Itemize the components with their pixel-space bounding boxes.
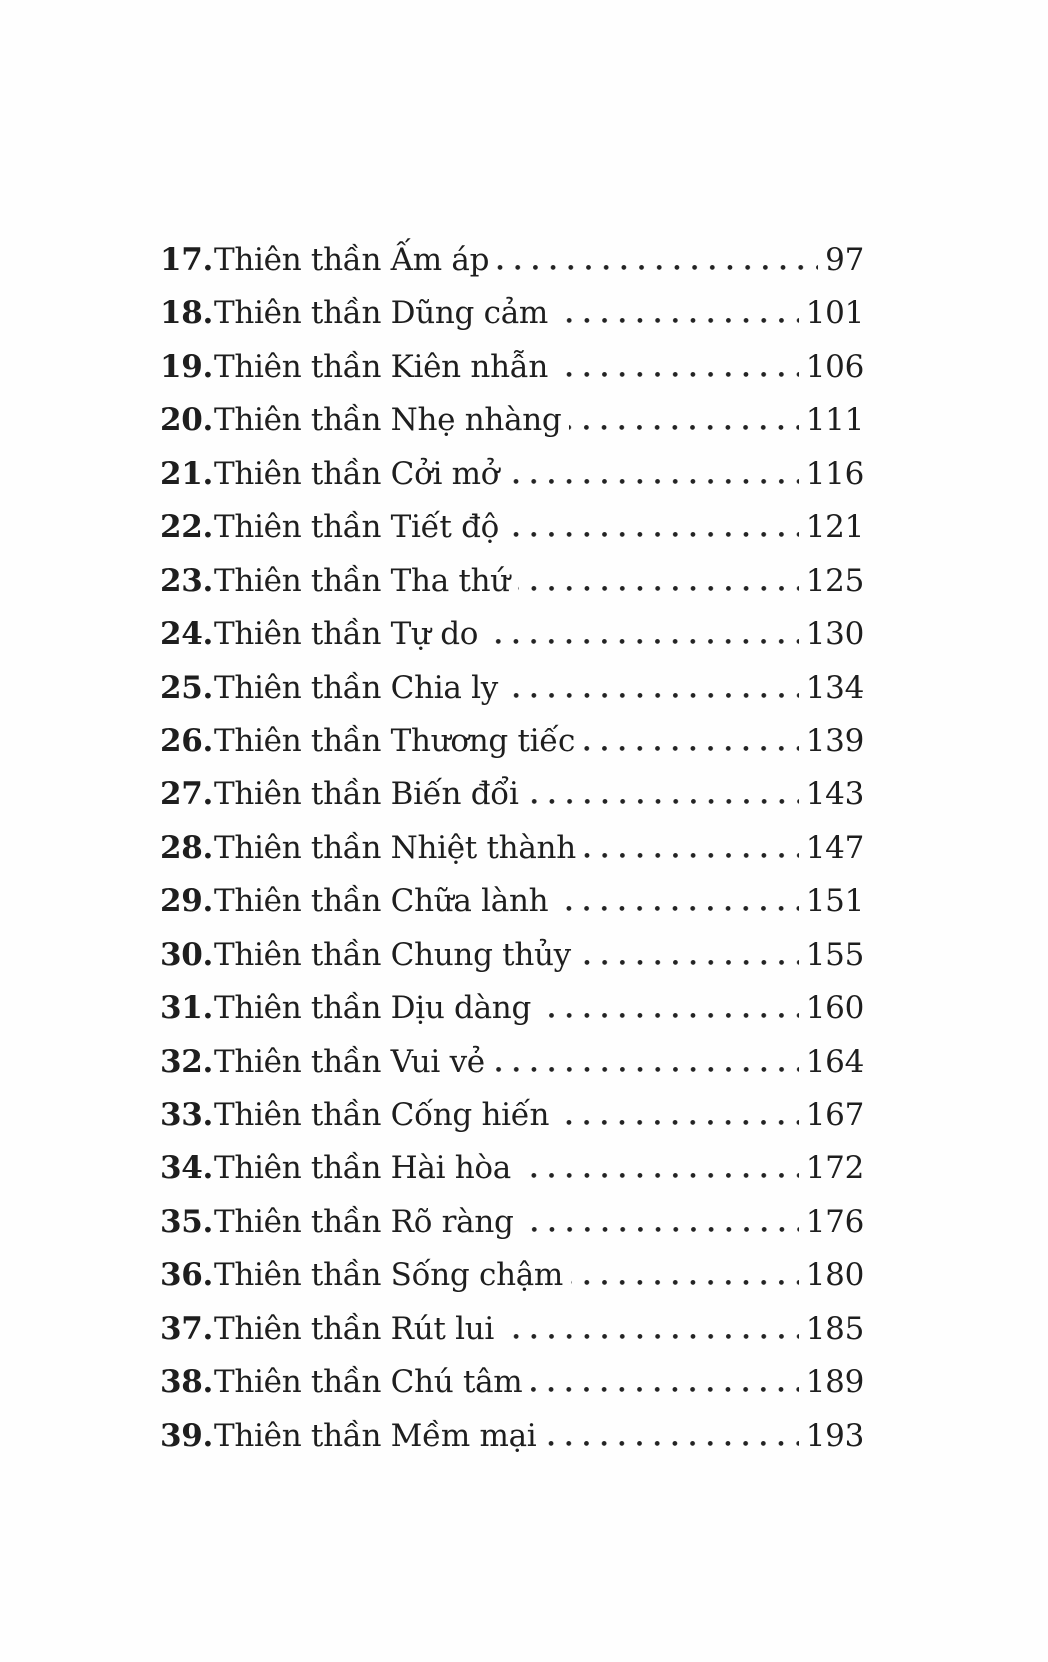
toc-entry-number: 30. — [160, 936, 214, 973]
toc-entry — [160, 349, 864, 402]
dot-leader — [507, 531, 799, 537]
toc-entry-page: 134 — [805, 669, 864, 706]
toc-entry-page: 121 — [805, 509, 864, 546]
toc-entry-title: Thiên thần Rõ ràng — [214, 1203, 514, 1240]
dot-leader — [556, 317, 799, 323]
toc-entry — [160, 776, 864, 829]
toc-entry — [160, 616, 864, 669]
toc-entry-title: Thiên thần Kiên nhẫn — [214, 348, 549, 385]
dot-leader — [557, 1119, 798, 1125]
toc-entry — [160, 1311, 864, 1364]
toc-entry-page: 193 — [805, 1417, 864, 1454]
toc-entry-title: Thiên thần Biến đổi — [214, 776, 519, 813]
dot-leader — [584, 852, 799, 858]
toc-entry-page: 151 — [805, 883, 864, 920]
toc-entry — [160, 509, 864, 562]
toc-entry — [160, 723, 864, 776]
toc-entry-number: 38. — [160, 1364, 214, 1401]
toc-entry-title: Thiên thần Ấm áp — [214, 242, 490, 278]
dot-leader — [486, 638, 799, 644]
toc-entry-page: 147 — [805, 829, 864, 866]
toc-entry — [160, 937, 864, 990]
toc-entry-title: Thiên thần Sống chậm — [214, 1257, 564, 1294]
toc-entry-page: 139 — [805, 722, 864, 759]
dot-leader — [519, 1172, 799, 1178]
toc-entry — [160, 883, 864, 936]
toc-entry-title: Thiên thần Cởi mở — [214, 455, 500, 492]
toc-entry-page: 189 — [805, 1364, 864, 1401]
toc-entry-page: 116 — [805, 455, 864, 492]
toc-entry-page: 97 — [825, 242, 864, 278]
toc-entry-number: 17. — [160, 242, 214, 278]
dot-leader — [579, 959, 799, 965]
toc-entry-number: 21. — [160, 455, 214, 492]
toc-entry — [160, 1257, 864, 1310]
toc-entry-title: Thiên thần Cống hiến — [214, 1097, 550, 1133]
toc-entry — [160, 1204, 864, 1257]
dot-leader — [507, 478, 799, 484]
dot-leader — [527, 798, 799, 804]
toc-entry — [160, 1150, 864, 1203]
dot-leader — [539, 1012, 799, 1018]
dot-leader — [544, 1440, 798, 1446]
toc-entry-page: 101 — [805, 295, 864, 332]
toc-entry-number: 23. — [160, 562, 214, 599]
toc-entry-number: 36. — [160, 1257, 214, 1294]
toc-entry-number: 34. — [160, 1150, 214, 1187]
dot-leader — [556, 371, 799, 377]
toc-entry-number: 28. — [160, 829, 214, 866]
toc-entry-number: 39. — [160, 1417, 214, 1454]
toc-entry-title: Thiên thần Dịu dàng — [214, 990, 531, 1027]
toc-entry-title: Thiên thần Tiết độ — [214, 509, 500, 546]
toc-entry-number: 24. — [160, 616, 214, 653]
toc-entry-number: 35. — [160, 1203, 214, 1240]
toc-entry-title: Thiên thần Chung thủy — [214, 936, 571, 973]
toc-entry-number: 31. — [160, 990, 214, 1027]
toc-entry-number: 27. — [160, 776, 214, 813]
dot-leader — [518, 585, 799, 591]
toc-entry-page: 160 — [805, 990, 864, 1027]
dot-leader — [571, 1279, 799, 1285]
toc-entry-page: 164 — [805, 1043, 864, 1080]
toc-entry — [160, 402, 864, 455]
toc-entry-title: Thiên thần Tự do — [214, 616, 479, 653]
toc-entry-title: Thiên thần Chú tâm — [214, 1364, 523, 1401]
toc-entry-page: 106 — [805, 348, 864, 385]
toc-entry-page: 125 — [805, 562, 864, 599]
toc-entry-number: 19. — [160, 348, 214, 385]
toc-entry-title: Thiên thần Chia ly — [214, 669, 498, 706]
toc-entry-title: Thiên thần Nhẹ nhàng — [214, 402, 562, 439]
toc-entry-page: 185 — [805, 1310, 864, 1347]
toc-entry-title: Thiên thần Nhiệt thành — [214, 829, 576, 866]
toc-entry-page: 167 — [805, 1097, 864, 1133]
dot-leader — [530, 1386, 798, 1392]
dot-leader — [502, 1333, 799, 1339]
toc-entry — [160, 1418, 864, 1471]
toc-entry-page: 143 — [805, 776, 864, 813]
table-of-contents — [160, 242, 864, 1471]
toc-entry-number: 37. — [160, 1310, 214, 1347]
toc-entry-number: 33. — [160, 1097, 214, 1133]
toc-entry-page: 130 — [805, 616, 864, 653]
toc-entry — [160, 1044, 864, 1097]
toc-entry — [160, 670, 864, 723]
toc-entry-number: 25. — [160, 669, 214, 706]
dot-leader — [569, 424, 798, 430]
dot-leader — [583, 745, 799, 751]
toc-entry-page: 180 — [805, 1257, 864, 1294]
toc-entry-page: 172 — [805, 1150, 864, 1187]
toc-entry-number: 26. — [160, 722, 214, 759]
dot-leader — [556, 905, 798, 911]
toc-entry-number: 22. — [160, 509, 214, 546]
toc-entry-page: 155 — [805, 936, 864, 973]
toc-entry — [160, 295, 864, 348]
toc-entry-page: 111 — [805, 402, 864, 439]
dot-leader — [506, 692, 799, 698]
toc-entry — [160, 990, 864, 1043]
toc-entry-title: Thiên thần Dũng cảm — [214, 295, 548, 332]
toc-entry-title: Thiên thần Rút lui — [214, 1310, 494, 1347]
toc-entry-title: Thiên thần Hài hòa — [214, 1150, 511, 1187]
toc-entry — [160, 242, 864, 295]
toc-entry — [160, 830, 864, 883]
dot-leader — [493, 1066, 799, 1072]
toc-entry — [160, 1097, 864, 1150]
toc-entry-title: Thiên thần Vui vẻ — [214, 1043, 485, 1080]
toc-entry-title: Thiên thần Mềm mại — [214, 1417, 537, 1454]
toc-entry-title: Thiên thần Chữa lành — [214, 883, 549, 920]
toc-entry-number: 32. — [160, 1043, 214, 1080]
toc-entry-number: 18. — [160, 295, 214, 332]
toc-entry-title: Thiên thần Tha thứ — [214, 562, 510, 599]
toc-entry-number: 20. — [160, 402, 214, 439]
toc-entry — [160, 456, 864, 509]
toc-entry — [160, 1364, 864, 1417]
toc-entry-number: 29. — [160, 883, 214, 920]
dot-leader — [497, 264, 818, 270]
dot-leader — [522, 1226, 799, 1232]
toc-entry — [160, 563, 864, 616]
toc-entry-page: 176 — [805, 1203, 864, 1240]
toc-entry-title: Thiên thần Thương tiếc — [214, 722, 576, 759]
